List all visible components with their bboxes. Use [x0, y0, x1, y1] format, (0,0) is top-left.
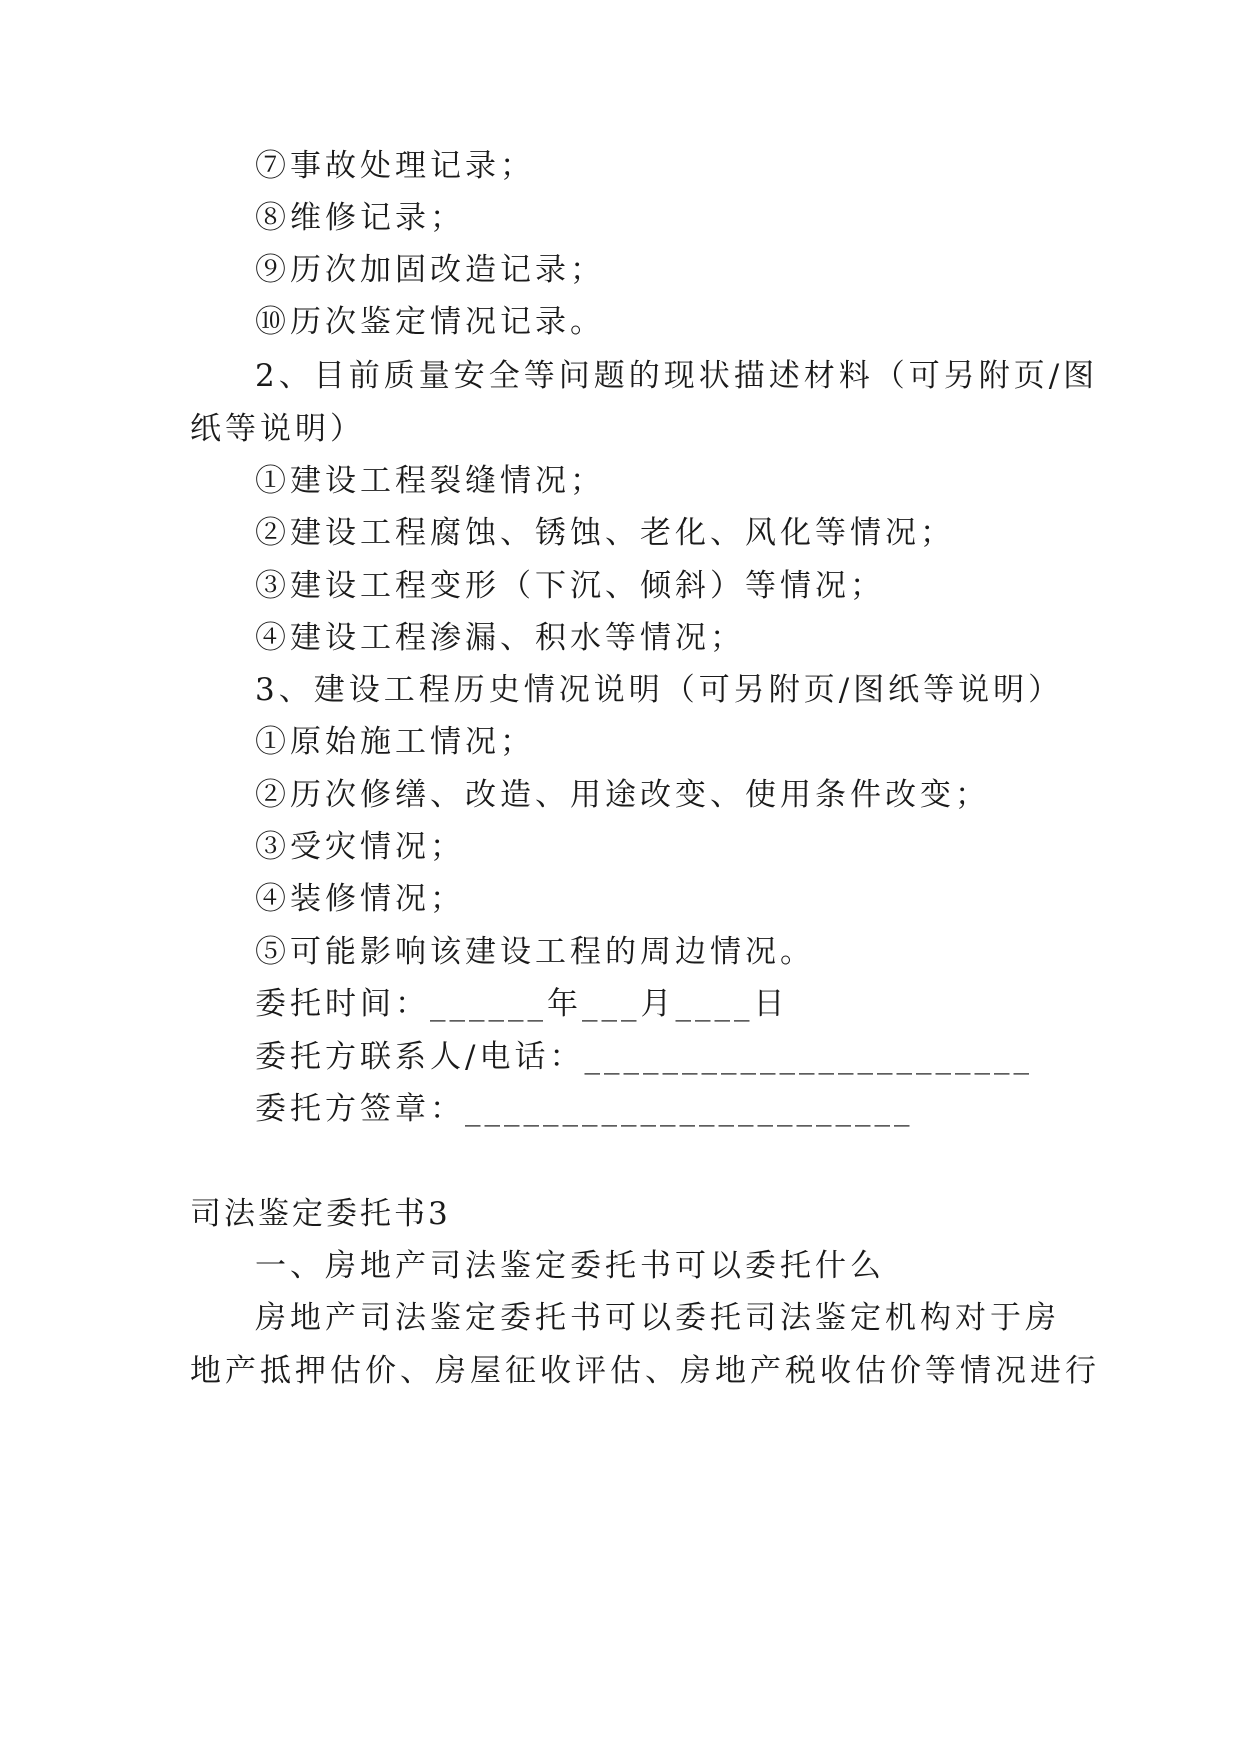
text-line: ⑧维修记录；: [255, 200, 465, 236]
text-line: ④装修情况；: [255, 881, 465, 917]
text-line: 2、目前质量安全等问题的现状描述材料（可另附页/图: [255, 358, 1099, 394]
paragraph-line: 房地产司法鉴定委托书可以委托司法鉴定机构对于房: [255, 1300, 1060, 1336]
text-line: ⑨历次加固改造记录；: [255, 252, 605, 288]
text-line: ④建设工程渗漏、积水等情况；: [255, 620, 745, 656]
signature-field-line: 委托方签章：_______________________: [255, 1091, 914, 1127]
text-line: ①建设工程裂缝情况；: [255, 463, 605, 499]
paragraph-line: 地产抵押估价、房屋征收评估、房地产税收估价等情况进行: [190, 1353, 1100, 1389]
section-title: 司法鉴定委托书3: [190, 1196, 451, 1232]
text-line: ⑤可能影响该建设工程的周边情况。: [255, 934, 815, 970]
text-line: 纸等说明）: [190, 411, 365, 447]
text-line: ③受灾情况；: [255, 829, 465, 865]
contact-field-line: 委托方联系人/电话：_______________________: [255, 1039, 1033, 1075]
date-field-line: 委托时间：______年___月____日: [255, 986, 789, 1022]
text-line: ②历次修缮、改造、用途改变、使用条件改变；: [255, 777, 990, 813]
section-heading: 一、房地产司法鉴定委托书可以委托什么: [255, 1248, 885, 1284]
text-line: ②建设工程腐蚀、锈蚀、老化、风化等情况；: [255, 515, 955, 551]
text-line: 3、建设工程历史情况说明（可另附页/图纸等说明）: [255, 672, 1064, 708]
text-line: ⑩历次鉴定情况记录。: [255, 304, 605, 340]
text-line: ③建设工程变形（下沉、倾斜）等情况；: [255, 568, 885, 604]
text-line: ⑦事故处理记录；: [255, 148, 535, 184]
text-line: ①原始施工情况；: [255, 724, 535, 760]
